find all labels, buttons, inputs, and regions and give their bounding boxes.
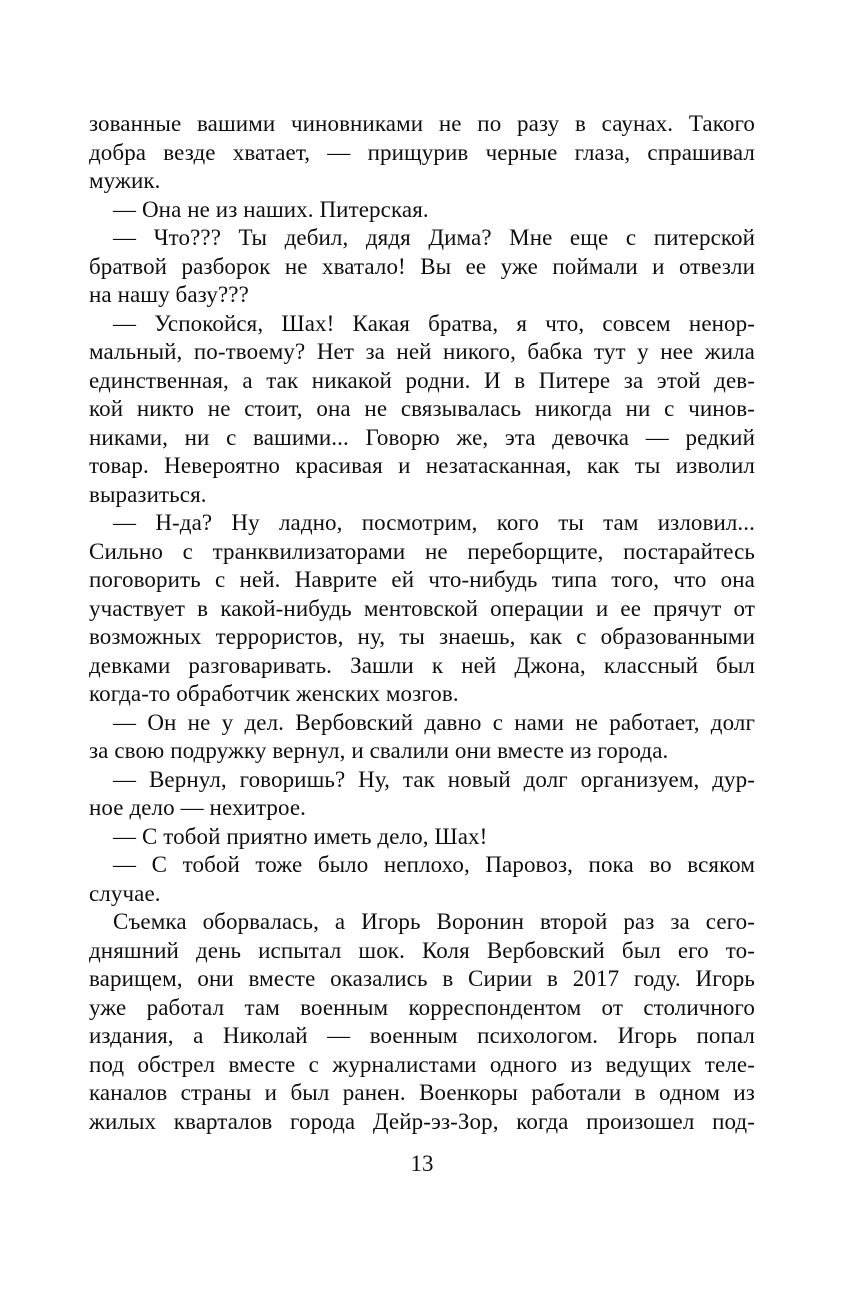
text-line: единственная, а так никакой родни. И в Питере за этой дев- <box>89 367 755 393</box>
text-line: на нашу базу??? <box>89 282 249 307</box>
text-line: случае. <box>89 880 161 906</box>
text-line: никами, ни с вашими... Говорю же, эта девочка — редкий <box>89 424 755 450</box>
text-line: под обстрел вместе с журналистами одного из ведущих теле- <box>89 1051 755 1077</box>
text-line: участвует в какой-нибудь ментовской операции и ее прячут от <box>89 595 755 621</box>
page-text <box>89 110 755 1136</box>
text-line: выразиться. <box>89 481 207 507</box>
text-line: товар. Невероятно красивая и незатасканная, как ты изволил <box>89 453 755 478</box>
text-line: жилых кварталов города Дейр-эз-Зор, когда произошел под- <box>89 1108 755 1134</box>
text-line: уже работал там военным корреспондентом от столичного <box>89 994 755 1020</box>
text-line: — Н-да? Ну ладно, посмотрим, кого ты там изловил... <box>113 510 755 535</box>
text-line: каналов страны и был ранен. Военкоры работали в одном из <box>89 1080 755 1105</box>
text-line: издания, а Николай — военным психологом. Игорь попал <box>89 1023 755 1048</box>
text-line: кой никто не стоит, она не связывалась никогда ни с чинов- <box>89 396 755 421</box>
page-number: 13 <box>410 1151 434 1176</box>
text-line: — Она не из наших. Питерская. <box>113 196 429 222</box>
text-line: братвой разборок не хватало! Вы ее уже поймали и отвезли <box>89 253 755 279</box>
text-line: ное дело — нехитрое. <box>89 795 307 820</box>
text-line: мальный, по-твоему? Нет за ней никого, бабка тут у нее жила <box>89 339 755 364</box>
text-line: — Успокойся, Шах! Какая братва, я что, совсем ненор- <box>113 310 755 336</box>
text-line: варищем, они вместе оказались в Сирии в 2017 году. Игорь <box>89 966 755 991</box>
text-line: поговорить с ней. Наврите ей что-нибудь типа того, что она <box>89 567 755 592</box>
text-line: — Он не у дел. Вербовский давно с нами не работает, долг <box>113 709 755 735</box>
text-line: Съемка оборвалась, а Игорь Воронин второй раз за сего- <box>113 909 755 934</box>
text-line: девками разговаривать. Зашли к ней Джона, классный был <box>89 652 755 678</box>
text-line: — С тобой тоже было неплохо, Паровоз, пока во всяком <box>113 852 755 877</box>
text-line: добра везде хватает, — прищурив черные глаза, спрашивал <box>89 139 755 165</box>
text-line: мужик. <box>89 168 161 193</box>
text-line: Сильно с транквилизаторами не переборщите, постарайтесь <box>89 538 755 564</box>
text-line: когда-то обработчик женских мозгов. <box>89 681 459 706</box>
text-line: — Вернул, говоришь? Ну, так новый долг организуем, дур- <box>113 766 755 792</box>
text-line: — Что??? Ты дебил, дядя Дима? Мне еще с питерской <box>113 225 755 250</box>
text-line: за свою подружку вернул, и свалили они вместе из города. <box>89 738 669 763</box>
text-line: — С тобой приятно иметь дело, Шах! <box>113 823 488 849</box>
text-line: зованные вашими чиновниками не по разу в саунах. Такого <box>89 111 755 136</box>
text-line: возможных террористов, ну, ты знаешь, как с образованными <box>89 624 755 649</box>
text-line: дняшний день испытал шок. Коля Вербовский был его то- <box>89 937 755 963</box>
